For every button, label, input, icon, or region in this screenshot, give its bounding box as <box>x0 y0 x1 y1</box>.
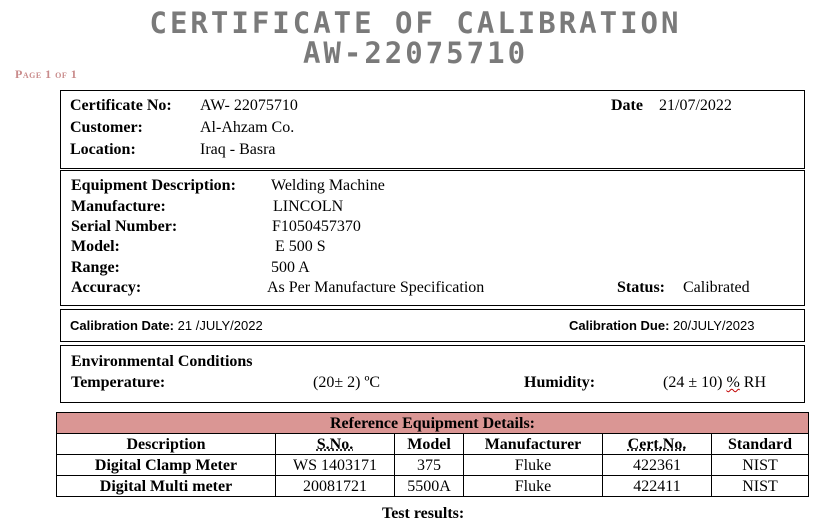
table-header-row <box>57 434 809 455</box>
humidity-percent: % <box>726 374 740 391</box>
manufacture-label: Manufacture: <box>71 198 166 215</box>
column-header-model: Model <box>395 434 464 455</box>
certificate-number-title: AW-22075710 <box>302 36 529 70</box>
test-results-heading: Test results: <box>382 505 465 522</box>
accuracy-label: Accuracy: <box>71 279 142 296</box>
row-cert-no: 422411 <box>603 476 712 497</box>
reference-equipment-table <box>56 412 809 497</box>
calibration-due-label: Calibration Due: <box>569 318 670 333</box>
certificate-title: CERTIFICATE OF CALIBRATION <box>149 6 682 40</box>
environment-heading: Environmental Conditions <box>71 353 253 370</box>
model-value: E 500 S <box>275 238 326 255</box>
calibration-date-value: 21 /JULY/2022 <box>177 318 263 333</box>
row-cert-no: 422361 <box>603 455 712 476</box>
status-value: Calibrated <box>683 279 750 296</box>
calibration-date-label: Calibration Date: <box>70 318 175 333</box>
humidity-label: Humidity: <box>524 374 596 391</box>
temperature-value: (20± 2) ºC <box>313 374 381 391</box>
equipment-description-label: Equipment Description: <box>71 177 236 194</box>
page-indicator: Page 1 of 1 <box>15 67 78 81</box>
cert-no-label: Certificate No: <box>70 97 172 114</box>
row-description: Digital Clamp Meter <box>57 455 276 476</box>
row-model: 5500A <box>395 476 464 497</box>
status-label: Status: <box>617 279 666 296</box>
manufacture-value: LINCOLN <box>273 198 344 215</box>
equipment-info-box <box>60 170 805 306</box>
row-description: Digital Multi meter <box>57 476 276 497</box>
column-header-standard: Standard <box>712 434 809 455</box>
temperature-label: Temperature: <box>71 374 166 391</box>
date-label: Date <box>611 97 643 114</box>
row-manufacturer: Fluke <box>464 476 603 497</box>
model-label: Model: <box>71 238 120 255</box>
row-serial: WS 1403171 <box>276 455 395 476</box>
calibration-date <box>70 318 263 333</box>
range-value: 500 A <box>271 259 310 276</box>
calibration-due-value: 20/JULY/2023 <box>673 318 755 333</box>
column-header-cert-no: Cert.No. <box>603 434 712 455</box>
serial-number-value: F1050457370 <box>272 218 361 235</box>
location-label: Location: <box>70 141 136 158</box>
calibration-dates-box <box>60 309 805 342</box>
row-model: 375 <box>395 455 464 476</box>
range-label: Range: <box>71 259 120 276</box>
row-manufacturer: Fluke <box>464 455 603 476</box>
customer-label: Customer: <box>70 119 143 136</box>
column-header-serial: S.No. <box>276 434 395 455</box>
column-header-manufacturer: Manufacturer <box>464 434 603 455</box>
humidity-value <box>663 374 766 392</box>
humidity-unit: RH <box>739 374 766 391</box>
environment-box <box>60 345 805 403</box>
reference-table-heading: Reference Equipment Details: <box>57 413 809 434</box>
row-standard: NIST <box>712 455 809 476</box>
column-header-description: Description <box>57 434 276 455</box>
customer-value: Al-Ahzam Co. <box>200 119 295 136</box>
location-value: Iraq - Basra <box>200 141 276 158</box>
table-row <box>57 455 809 476</box>
cert-no-value: AW- 22075710 <box>200 97 298 114</box>
certificate-info-box <box>60 90 805 169</box>
table-row <box>57 476 809 497</box>
date-value: 21/07/2022 <box>659 97 732 114</box>
row-standard: NIST <box>712 476 809 497</box>
calibration-due <box>569 318 754 333</box>
humidity-number: (24 ± 10) <box>663 374 727 391</box>
row-serial: 20081721 <box>276 476 395 497</box>
accuracy-value: As Per Manufacture Specification <box>267 279 485 296</box>
serial-number-label: Serial Number: <box>71 218 178 235</box>
equipment-description-value: Welding Machine <box>271 177 385 194</box>
